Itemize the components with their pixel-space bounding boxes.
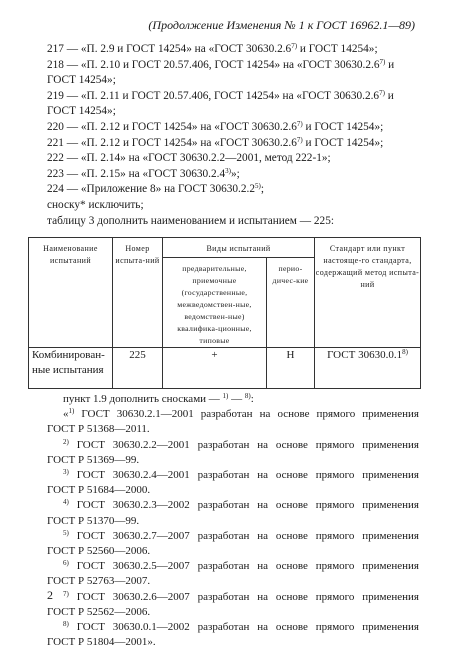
footnote-line: «$^{1)}$ ГОСТ 30630.2.1—2001 разработан на основе прямого применения [63, 407, 419, 421]
column-header-number: Номер испыта-ний [113, 238, 163, 348]
cell-test-name: Комбинирован-ные испытания [29, 348, 113, 389]
cell-test-number: 225 [113, 348, 163, 389]
footnote-continuation: ГОСТ Р 52562—2006. [47, 605, 151, 618]
footnote-continuation: ГОСТ Р 51369—99. [47, 453, 140, 466]
amendment-line: таблицу 3 дополнить наименованием и испытанием — 225: [47, 214, 334, 227]
footnote-line: $^{6)}$ ГОСТ 30630.2.5—2007 разработан на основе прямого применения [63, 559, 419, 573]
amendment-line: ГОСТ 14254»; [47, 74, 116, 87]
cell-preliminary-mark: + [163, 348, 267, 389]
footnote-continuation: ГОСТ Р 51368—2011. [47, 423, 150, 436]
table-header-row [29, 238, 421, 258]
footnote-line: $^{4)}$ ГОСТ 30630.2.3—2002 разработан на основе прямого применения [63, 498, 419, 512]
footnote-continuation: ГОСТ Р 51684—2000. [47, 484, 151, 497]
amendment-line: сноску* исключить; [47, 198, 144, 211]
footnote-intro: пункт 1.9 дополнить сносками — $^{1)}$ — $^{8)}$: [63, 392, 254, 405]
footnotes-block [47, 392, 419, 650]
page-header: (Продолжение Изменения № 1 к ГОСТ 16962.1—89) [148, 18, 415, 32]
cell-standard: ГОСТ 30630.0.1$^{8)}$ [315, 348, 421, 389]
column-header-standard: Стандарт или пункт настояще-го стандарта, содержащий метод испыта-ний [315, 238, 421, 348]
amendment-line: 223 — «П. 2.15» на «ГОСТ 30630.2.4$^{3)}$»; [47, 166, 240, 180]
footnote-line: $^{2)}$ ГОСТ 30630.2.2—2001 разработан на основе прямого применения [63, 437, 419, 451]
tests-table-wrap [28, 237, 420, 383]
subheader-preliminary: предварительные, приемочные (государственные, межведомствен-ные, ведомствен-ные) квалифика-ционные, типовые [163, 258, 267, 348]
amendment-line: 220 — «П. 2.12 и ГОСТ 14254» на «ГОСТ 30630.2.6$^{7)}$ и ГОСТ 14254»; [47, 119, 384, 133]
footnote-line: $^{5)}$ ГОСТ 30630.2.7—2007 разработан на основе прямого применения [63, 528, 419, 542]
column-header-name: Наименование испытаний [29, 238, 113, 348]
table-row [29, 348, 421, 389]
footnote-continuation: ГОСТ Р 52763—2007. [47, 575, 151, 588]
page-number: 2 [47, 588, 53, 602]
footnote-continuation: ГОСТ Р 51370—99. [47, 514, 140, 527]
footnote-line: $^{8)}$ ГОСТ 30630.0.1—2002 разработан на основе прямого применения [63, 620, 419, 634]
subheader-periodic: перио-дичес-кие [267, 258, 315, 348]
amendment-lines [47, 42, 419, 229]
amendment-line: 224 — «Приложение 8» на ГОСТ 30630.2.2$^{5)}$; [47, 182, 264, 196]
amendment-line: 221 — «П. 2.12 и ГОСТ 14254» на «ГОСТ 30630.2.6$^{7)}$ и ГОСТ 14254»; [47, 135, 384, 149]
amendment-line: 219 — «П. 2.11 и ГОСТ 20.57.406, ГОСТ 14254» на «ГОСТ 30630.2.6$^{7)}$ и [47, 88, 394, 102]
footnote-continuation: ГОСТ Р 52560—2006. [47, 545, 151, 558]
amendment-line: 217 — «П. 2.9 и ГОСТ 14254» на «ГОСТ 30630.2.6$^{7)}$ и ГОСТ 14254»; [47, 42, 378, 55]
cell-periodic-mark: Н [267, 348, 315, 389]
tests-table [28, 237, 421, 389]
amendment-line: ГОСТ 14254»; [47, 105, 116, 118]
footnote-line: $^{3)}$ ГОСТ 30630.2.4—2001 разработан на основе прямого применения [63, 468, 419, 482]
footnote-continuation: ГОСТ Р 51804—2001». [47, 636, 156, 649]
footnote-line: $^{7)}$ ГОСТ 30630.2.6—2007 разработан на основе прямого применения [63, 589, 419, 603]
amendment-line: 218 — «П. 2.10 и ГОСТ 20.57.406, ГОСТ 14254» на «ГОСТ 30630.2.6$^{7)}$ и [47, 57, 395, 71]
column-header-test-types: Виды испытаний [163, 238, 315, 258]
amendment-line: 222 — «П. 2.14» на «ГОСТ 30630.2.2—2001, метод 222-1»; [47, 152, 331, 165]
